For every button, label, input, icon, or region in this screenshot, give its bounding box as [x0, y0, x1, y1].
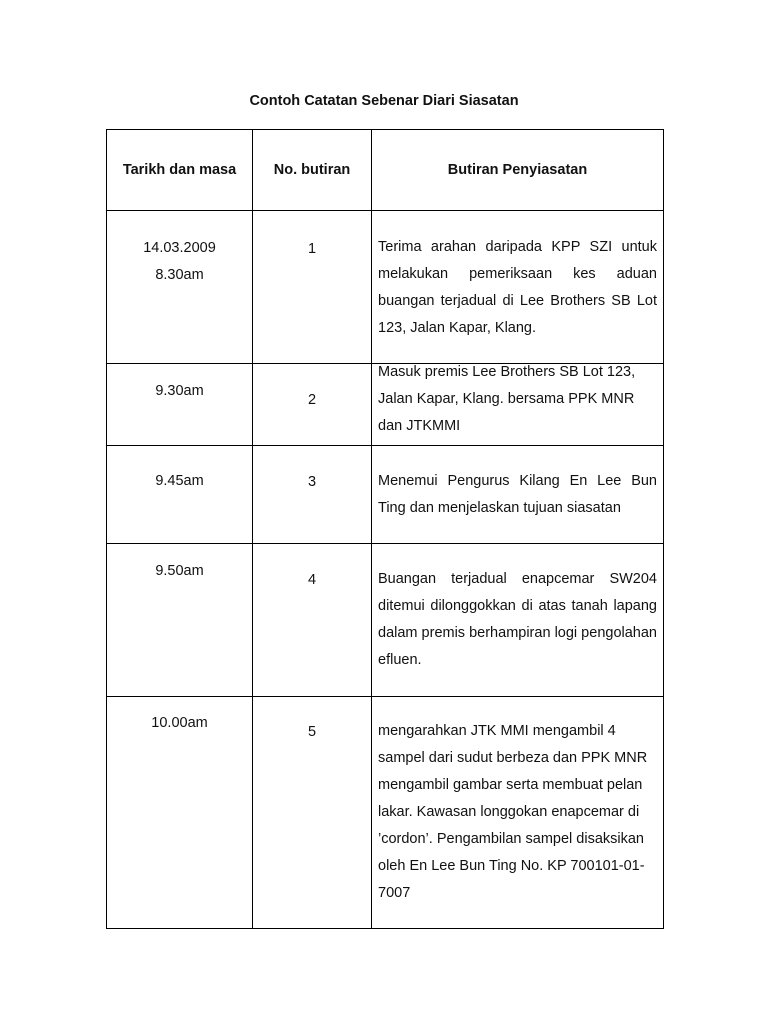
row-description: Menemui Pengurus Kilang En Lee Bun Ting dan menjelaskan tujuan siasatan [378, 473, 657, 516]
cell-item-number [253, 364, 372, 446]
investigation-diary-table [106, 129, 664, 929]
cell-date-time [107, 544, 253, 697]
header-date-time: Tarikh dan masa [107, 130, 253, 211]
cell-description [372, 211, 664, 364]
row-description: Terima arahan daripada KPP SZI untuk melakukan pemeriksaan kes aduan buangan terjadual di Lee Brothers SB Lot 123, Jalan Kapar, Klang. [378, 239, 657, 336]
table-row [107, 446, 664, 544]
row-description: Buangan terjadual enapcemar SW204 ditemui dilonggokkan di atas tanah lapang dalam premis berhampiran logi pengolahan efluen. [378, 571, 657, 668]
row-time: 10.00am [151, 715, 208, 731]
cell-date-time [107, 446, 253, 544]
row-date: 14.03.2009 [143, 240, 216, 256]
cell-item-number [253, 697, 372, 929]
cell-item-number [253, 211, 372, 364]
cell-description [372, 446, 664, 544]
row-number: 3 [307, 474, 317, 490]
cell-description [372, 364, 664, 446]
row-time: 9.30am [155, 383, 204, 399]
row-number: 2 [307, 392, 317, 408]
row-number: 1 [307, 241, 317, 257]
table-row [107, 697, 664, 929]
table-row [107, 544, 664, 697]
table-header-row [107, 130, 664, 211]
cell-item-number [253, 446, 372, 544]
header-item-number: No. butiran [253, 130, 372, 211]
row-description: Masuk premis Lee Brothers SB Lot 123, Jalan Kapar, Klang. bersama PPK MNR dan JTKMMI [378, 364, 636, 434]
cell-description [372, 544, 664, 697]
row-number: 4 [307, 572, 317, 588]
table-row [107, 211, 664, 364]
header-investigation-details: Butiran Penyiasatan [372, 130, 664, 211]
table-row [107, 364, 664, 446]
row-number: 5 [307, 724, 317, 740]
row-time: 9.45am [155, 473, 204, 489]
cell-description [372, 697, 664, 929]
cell-item-number [253, 544, 372, 697]
document-title: Contoh Catatan Sebenar Diari Siasatan [249, 93, 519, 109]
row-time: 8.30am [155, 267, 204, 283]
row-description: mengarahkan JTK MMI mengambil 4 sampel dari sudut berbeza dan PPK MNR mengambil gambar serta membuat pelan lakar. Kawasan longgokan enapcemar di ’cordon’. Pengambilan sampel disaksikan oleh En Lee Bun Ting No. KP 700101-01-7007 [378, 723, 648, 901]
cell-date-time [107, 697, 253, 929]
cell-date-time [107, 211, 253, 364]
cell-date-time [107, 364, 253, 446]
row-time: 9.50am [155, 563, 204, 579]
